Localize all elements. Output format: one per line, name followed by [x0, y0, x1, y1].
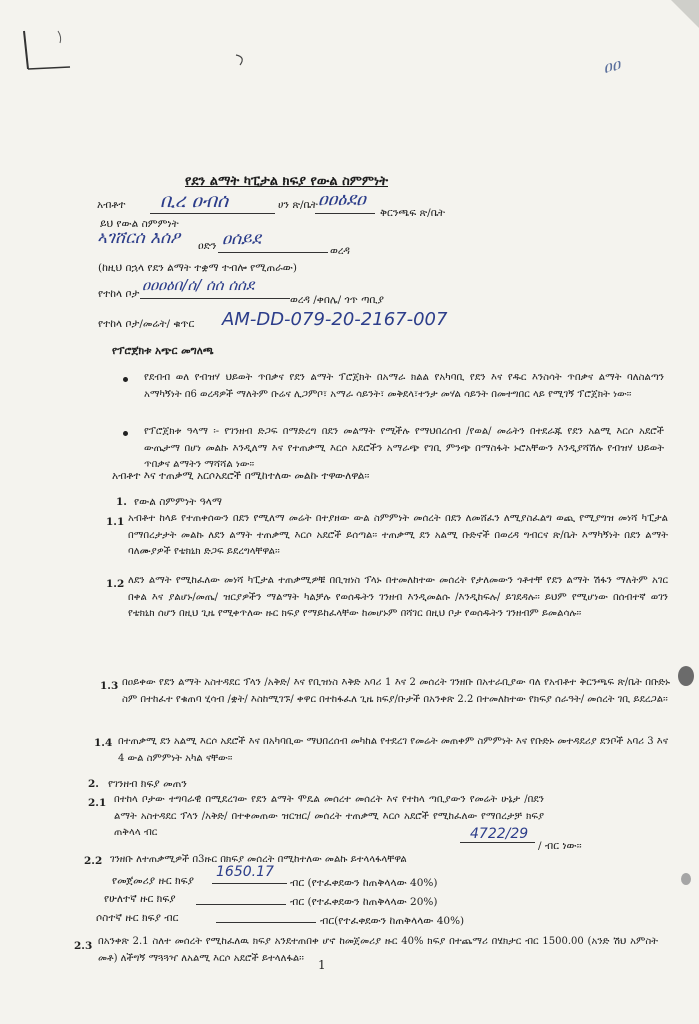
underline [216, 922, 316, 923]
intro-bullet-1: የደብብ ወለ የብዝሃ ህይወት ጥበቃና የደን ልማት ፕሮጀክት በአማራ ክልል የአካባቢ የደን እና የዱር እንስሳት ጥበቃና ልማት ባለስልጣን አማካኝነት በ6 ወረዳዎች ማለትም ቡሬና ሊጋምቦ፣ አማራ ሳይንት፣ መቅደላ፣ተንታ መሃል ሳይንት በመተግበር ላይ የሚገኝ ፕሮጀክት ነው፡፡ [144, 372, 664, 400]
underline [212, 883, 287, 884]
second-payment-suffix: ብር (የተፈቀደውን ከጠቅላላው 20%) [290, 896, 438, 908]
underline [315, 213, 375, 214]
total-suffix: / ብር ነው፡፡ [538, 840, 582, 852]
second-payment-label: የሁለተኛ ዙር ክፍያ [104, 893, 176, 905]
agreement-intro: አብቶተ እና ተጠቃሚ አርሶአደሮች በሚከተለው መልኩ ተዋውለዋል፡፡ [112, 470, 370, 482]
section-2-2-text: ገንዘቡ ለተጠቃሚዎች በ3ዙር በክፍያ መሰረት በሚከተለው መልኩ ይተላላፋላቸዋል [110, 854, 407, 865]
party-b-label: ዐድን [198, 240, 217, 252]
punch-hole [678, 666, 694, 686]
bullet-marker [123, 377, 128, 382]
party-a-phone-label: ሀን ጽ/ቤት [278, 199, 318, 211]
section-1-4-text: በተጠቃሚ ደን አልሚ እርሶ አደሮች እና በአካባቢው ማህበረሰብ መካከል የተደረገ የመሬት መጠቀም ስምምነት እና የቡድኑ መተዳደሪያ ደንቦች አባሪ 3 እና 4 ውል ስምምነት አካል ናቸው፡፡ [118, 736, 668, 764]
party-b-name: ኣገሸርሰ እሰዖ [97, 228, 181, 248]
section-1-2-text: ለደን ልማት የሚከፈለው መነሻ ካፒታል ተጠቃሚዎቹ በቢዝነስ ፕላኑ በተመለከተው መሰረት የታለመውን ጎቶተቸ የደን ልማት ሽፋን ማለትም አገር በቀል እና ያልሆኑ/መጤ/ ዝርያዎችን ማልማት ካልቻሉ የወሰዱትን ገንዘብ እንዲመልሱ /እንዲከፍሉ/ ይገደዳሉ፡፡ ይህም የሚሆነው በሰብተኛ ወገን የቴክኒክ ሰሆን በዚህ ጊዜ የሚቀጥለው ዙር ክፍያ የማይከፈላቸው ከመሆኑም በሻገር በዚህ ቦታ የወሰዱትን ገንዘብም ይመልሳሉ፡፡ [128, 575, 668, 619]
party-a-name: ቢረ ዐብሰ [160, 190, 229, 212]
bullet-marker [123, 431, 128, 436]
page-corner [671, 0, 699, 28]
third-payment-label: ሶስተኛ ዙር ክፍያ ብር [96, 912, 179, 924]
section-number: 2.1 [88, 797, 107, 809]
section-title: የውል ስምምነት ዓላማ [134, 496, 222, 508]
party-b-value: ዐሰይደ [222, 229, 261, 249]
third-payment-suffix: ብር(የተፈቀደውን ከጠቅላላው 40%) [320, 915, 465, 927]
section-number: 1.2 [106, 578, 125, 590]
underline [460, 842, 535, 843]
site-value: ዐዐዐዕበ/ሰ/ ሰሰ ሰሰደ [142, 276, 255, 294]
section-number: 1. [116, 496, 127, 508]
section-number: 2. [88, 778, 99, 790]
section-title: የገንዘብ ክፍያ መጠን [108, 778, 187, 790]
site-suffix: ወረዳ /ቀበሌ/ ጎጥ ጣቢያ [290, 294, 384, 306]
first-payment-suffix: ብር (የተፈቀደውን ከጠቅላላው 40%) [290, 877, 438, 889]
first-payment-label: የመጀመሪያ ዙር ክፍያ [112, 875, 194, 887]
party-a-phone-value: ዐዐዕደዐ [318, 189, 366, 210]
party-a-prefix: አብቶተ [97, 199, 126, 211]
party-a-office: ቅርንጫፍ ጽ/ቤት [380, 207, 446, 219]
section-1-3-text: በዐይቀው የደን ልማት አስተዳደር ፕላን /አቅድ/ እና የቢዝነስ እቅድ አባሪ 1 እና 2 መሰረት ገንዘቡ በአተራቢያው ባለ የአብቶተ ቅርንጫፍ ጽ/ቤት በቡድኑ ስም በተከፈተ የቁጠባ ሂሳብ /ቋት/ እስከሚገኙ/ ቀዋር በተከፋፈለ ጊዜ ክፍያ/ቡታች በአንቀጽ 2.2 በተመለከተው የክፍያ ሰራዓት/ መሰረት ገቢ ይደረጋል፡፡ [122, 677, 670, 705]
total-amount: 4722/29 [470, 826, 529, 842]
section-2-3-text: በአንቀጽ 2.1 ስለተ መሰረት የሚከፈለዉ ክፍያ አንደተጠበቀ ሆኖ ከመጀመሪያ ዙር 40% ክፍያ በተጨማሪ በሄክታር ብር 1500.00 (አንድ ሽህ አምስት መቶ) ለችግኝ ማጓጓዣ ለአልሚ እርሶ አደሮች ይተላለፋል፡፡ [98, 936, 658, 964]
plot-id-value: AM-DD-079-20-2167-007 [222, 309, 448, 330]
punch-hole [681, 873, 691, 885]
page-mark: ዐዐ [600, 54, 623, 77]
first-payment-value: 1650.17 [216, 864, 274, 880]
section-number: 1.1 [106, 516, 125, 528]
section-1-1-text: አብቶተ ከላይ የተጠቀሰውን በደን የሚለማ መሬት በተያዘው ውል ስምምነት መሰረት በደን ለመሸፈን ለሚያስፈልግ ወጪ የሚያግዝ መነሻ ካፒታል በማበረታታት መልኩ ለደን ልማት ተጠቃሚ እርሶ አደሮች ይሰጣል፡፡ ተጠቃሚ ደን አልሚ ቡድኖች በወረዳ ግብርና ጽ/ቤት እማካኝነት በደን ልማት ባለሙያዎች የቴክኒክ ድጋፍ ይደረግላቸዋል፡፡ [128, 513, 668, 557]
party-b-note: (ከዚህ በኋላ የደን ልማት ተቋማ ተብሎ የሚጠራው) [98, 262, 297, 274]
underline [140, 298, 290, 299]
section-number: 1.4 [94, 737, 113, 749]
section-number: 1.3 [100, 680, 119, 692]
intro-bullet-2: የፕሮጀክቱ ዓላማ ፡- የገንዘብ ድጋፍ በማድረግ በደን መልማት የሚችሉ የማህበረሰብ /የወል/ መሬትን በተደራጁ የደን አልሚ እርሶ አደሮች ውጤታማ በሆነ መልኩ እንዲለማ እና የተጠቃሚ እርሶ አደሮችን አማራጭ የገቢ ምንጭ በማስፋት ኑሮአቸውን እንዲያሻሽሉ የብዝሃ ህይወት ጥበቃና ልማትን ማሻሻል ነው፡፡ [144, 426, 664, 470]
plot-id-label: የተከላ ቦታ/መሬት/ ቁጥር [98, 318, 195, 330]
section-2-1-text: በተከላ ቦታው ተግባራዊ በሚደረገው የደን ልማት ሞዴል መሰረተ መሰረት እና የተከላ ጣቢያውን የመሬት ሁኔታ /በደን ልማት አስተዳደር ፕላን /አቅድ/ በተቀመጠው ዝርዝር/ መሰረት ተጠቃሚ እርሶ አደሮች የሚከፈለው የማበረታቻ ክፍያ ጠቅላላ ብር [114, 794, 544, 838]
site-label: የተከላ ቦታ [98, 288, 140, 300]
party-b-woreda: ወረዳ [330, 245, 350, 257]
page-number: 1 [318, 958, 326, 972]
section-number: 2.3 [74, 940, 93, 952]
underline [196, 904, 286, 905]
intro-heading: የፕሮጀክቱ አጭር መግለጫ [112, 345, 214, 357]
pen-scribble [10, 25, 270, 85]
document-title: የደን ልማት ካፒታል ክፍያ የውል ስምምነት [185, 174, 388, 189]
party-a-role: ይህ የውል ስምምነት [100, 218, 179, 230]
underline [218, 252, 328, 253]
section-number: 2.2 [84, 855, 103, 867]
underline [150, 213, 275, 214]
